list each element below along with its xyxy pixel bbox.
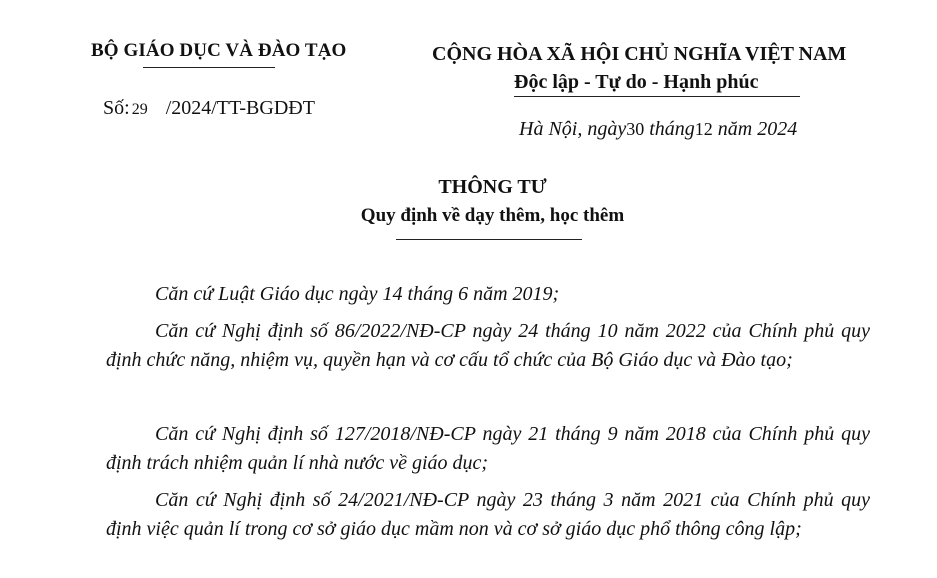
doc-number-value: 29 [131, 101, 148, 118]
document-type: THÔNG TƯ [438, 176, 547, 198]
document-number [103, 97, 315, 120]
date-month-word: tháng [649, 118, 695, 140]
legal-basis-paragraph: Căn cứ Nghị định số 127/2018/NĐ-CP ngày 21 tháng 9 năm 2018 của Chính phủ quy định trách nhiệm quản lí nhà nước về giáo dục; [106, 423, 870, 474]
place-date-prefix: Hà Nội, ngày [519, 118, 627, 140]
national-motto: Độc lập - Tự do - Hạnh phúc [514, 71, 759, 93]
document-subject: Quy định về dạy thêm, học thêm [360, 205, 625, 226]
motto-underline [514, 96, 800, 97]
doc-number-prefix: Số: [103, 97, 130, 119]
date-year: năm 2024 [717, 118, 798, 140]
authority-underline [143, 67, 275, 68]
title-underline [396, 239, 582, 240]
date-day: 30 [626, 119, 645, 139]
place-and-date [519, 118, 797, 141]
issuing-authority: BỘ GIÁO DỤC VÀ ĐÀO TẠO [91, 40, 347, 61]
national-title: CỘNG HÒA XÃ HỘI CHỦ NGHĨA VIỆT NAM [432, 43, 847, 65]
legal-basis-paragraph: Căn cứ Nghị định số 86/2022/NĐ-CP ngày 24 tháng 10 năm 2022 của Chính phủ quy định chức năng, nhiệm vụ, quyền hạn và cơ cấu tổ chức của Bộ Giáo dục và Đào tạo; [106, 320, 870, 371]
doc-number-suffix: /2024/TT-BGDĐT [165, 97, 315, 119]
date-month: 12 [694, 119, 713, 139]
legal-basis-paragraph: Căn cứ Nghị định số 24/2021/NĐ-CP ngày 23 tháng 3 năm 2021 của Chính phủ quy định việc quản lí trong cơ sở giáo dục mầm non và cơ sở giáo dục phổ thông công lập; [106, 489, 870, 540]
legal-basis-paragraph: Căn cứ Luật Giáo dục ngày 14 tháng 6 năm 2019; [155, 283, 560, 305]
